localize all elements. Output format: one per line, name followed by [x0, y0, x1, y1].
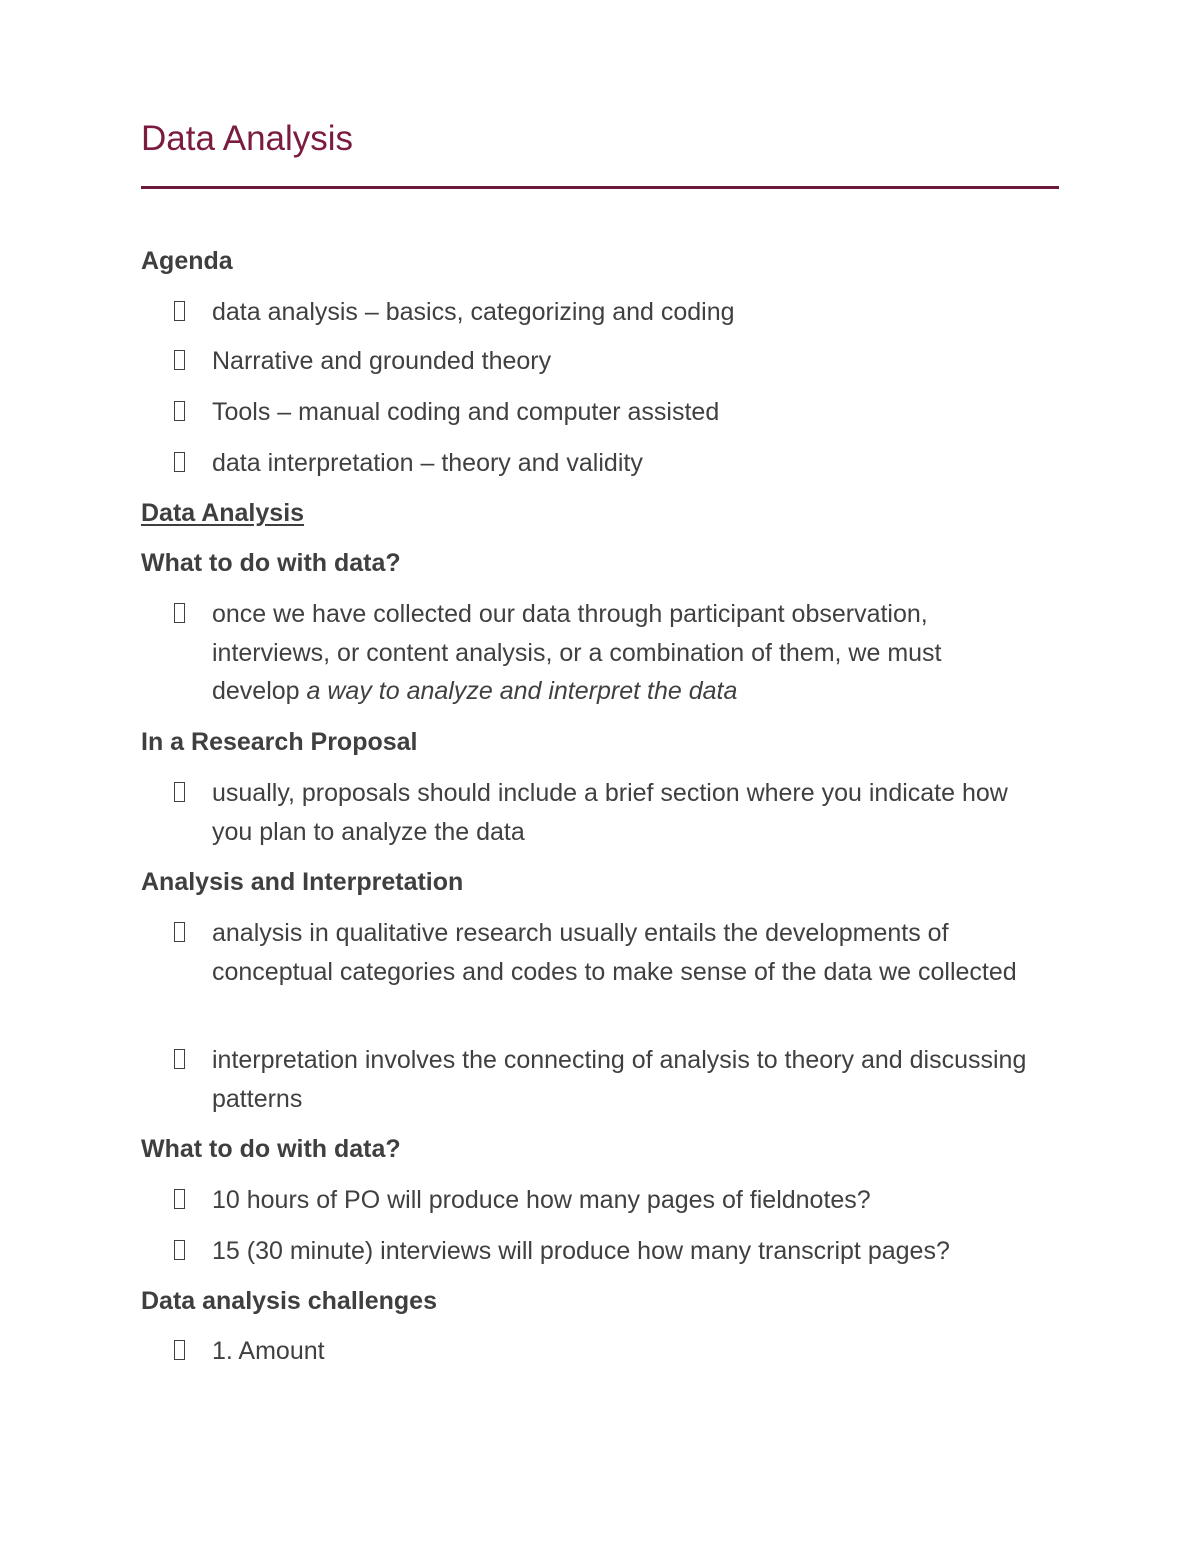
- list-item: [174, 342, 1034, 381]
- list-item-text: [212, 595, 1034, 711]
- list-item-text: Narrative and grounded theory: [212, 347, 552, 375]
- list-item: [174, 1041, 1034, 1118]
- heading-research-proposal: In a Research Proposal: [141, 728, 418, 756]
- document-title: Data Analysis: [141, 119, 354, 158]
- bullet-icon: [174, 1340, 185, 1360]
- list-item-text: 1. Amount: [212, 1337, 325, 1365]
- heading-agenda: Agenda: [141, 247, 233, 275]
- heading-what-to-do-with-data: What to do with data?: [141, 549, 401, 577]
- bullet-icon: [174, 603, 185, 623]
- bullet-icon: [174, 301, 185, 321]
- list-item: [174, 774, 1034, 851]
- list-item: [174, 444, 1034, 483]
- bullet-icon: [174, 782, 185, 802]
- list-item-text: Tools – manual coding and computer assisted: [212, 398, 720, 426]
- list-item: [174, 393, 1034, 432]
- list-item: [174, 1332, 1034, 1371]
- heading-what-to-do-with-data: What to do with data?: [141, 1135, 401, 1163]
- list-item-text: analysis in qualitative research usually entails the developments of conceptual categories and codes to make sense of the data we collected: [212, 919, 1017, 986]
- bullet-icon: [174, 401, 185, 421]
- heading-data-analysis: Data Analysis: [141, 499, 305, 527]
- list-item-text: data analysis – basics, categorizing and coding: [212, 298, 735, 326]
- bullet-icon: [174, 452, 185, 472]
- bullet-icon: [174, 1240, 185, 1260]
- heading-data-analysis-challenges: Data analysis challenges: [141, 1287, 437, 1315]
- list-item-text: 15 (30 minute) interviews will produce how many transcript pages?: [212, 1237, 950, 1265]
- bullet-icon: [174, 1189, 185, 1209]
- heading-analysis-and-interpretation: Analysis and Interpretation: [141, 868, 464, 896]
- bullet-icon: [174, 922, 185, 942]
- list-item: [174, 293, 1034, 332]
- list-item: [174, 595, 1034, 711]
- list-item-text: interpretation involves the connecting of analysis to theory and discussing patterns: [212, 1046, 1027, 1113]
- list-item-lead-text: once we have collected our data through participant observation, interviews, or content analysis, or a combination of them, we must develop: [212, 600, 942, 705]
- list-item-text: usually, proposals should include a brief section where you indicate how you plan to analyze the data: [212, 779, 1008, 846]
- list-item: [174, 914, 1034, 991]
- list-item-emphasis-text: a way to analyze and interpret the data: [306, 677, 738, 705]
- list-item: [174, 1232, 1034, 1271]
- list-item-text: 10 hours of PO will produce how many pages of fieldnotes?: [212, 1186, 871, 1214]
- bullet-icon: [174, 350, 185, 370]
- bullet-icon: [174, 1049, 185, 1069]
- list-item-text: data interpretation – theory and validity: [212, 449, 643, 477]
- title-divider: [141, 186, 1059, 189]
- list-item: [174, 1181, 1034, 1220]
